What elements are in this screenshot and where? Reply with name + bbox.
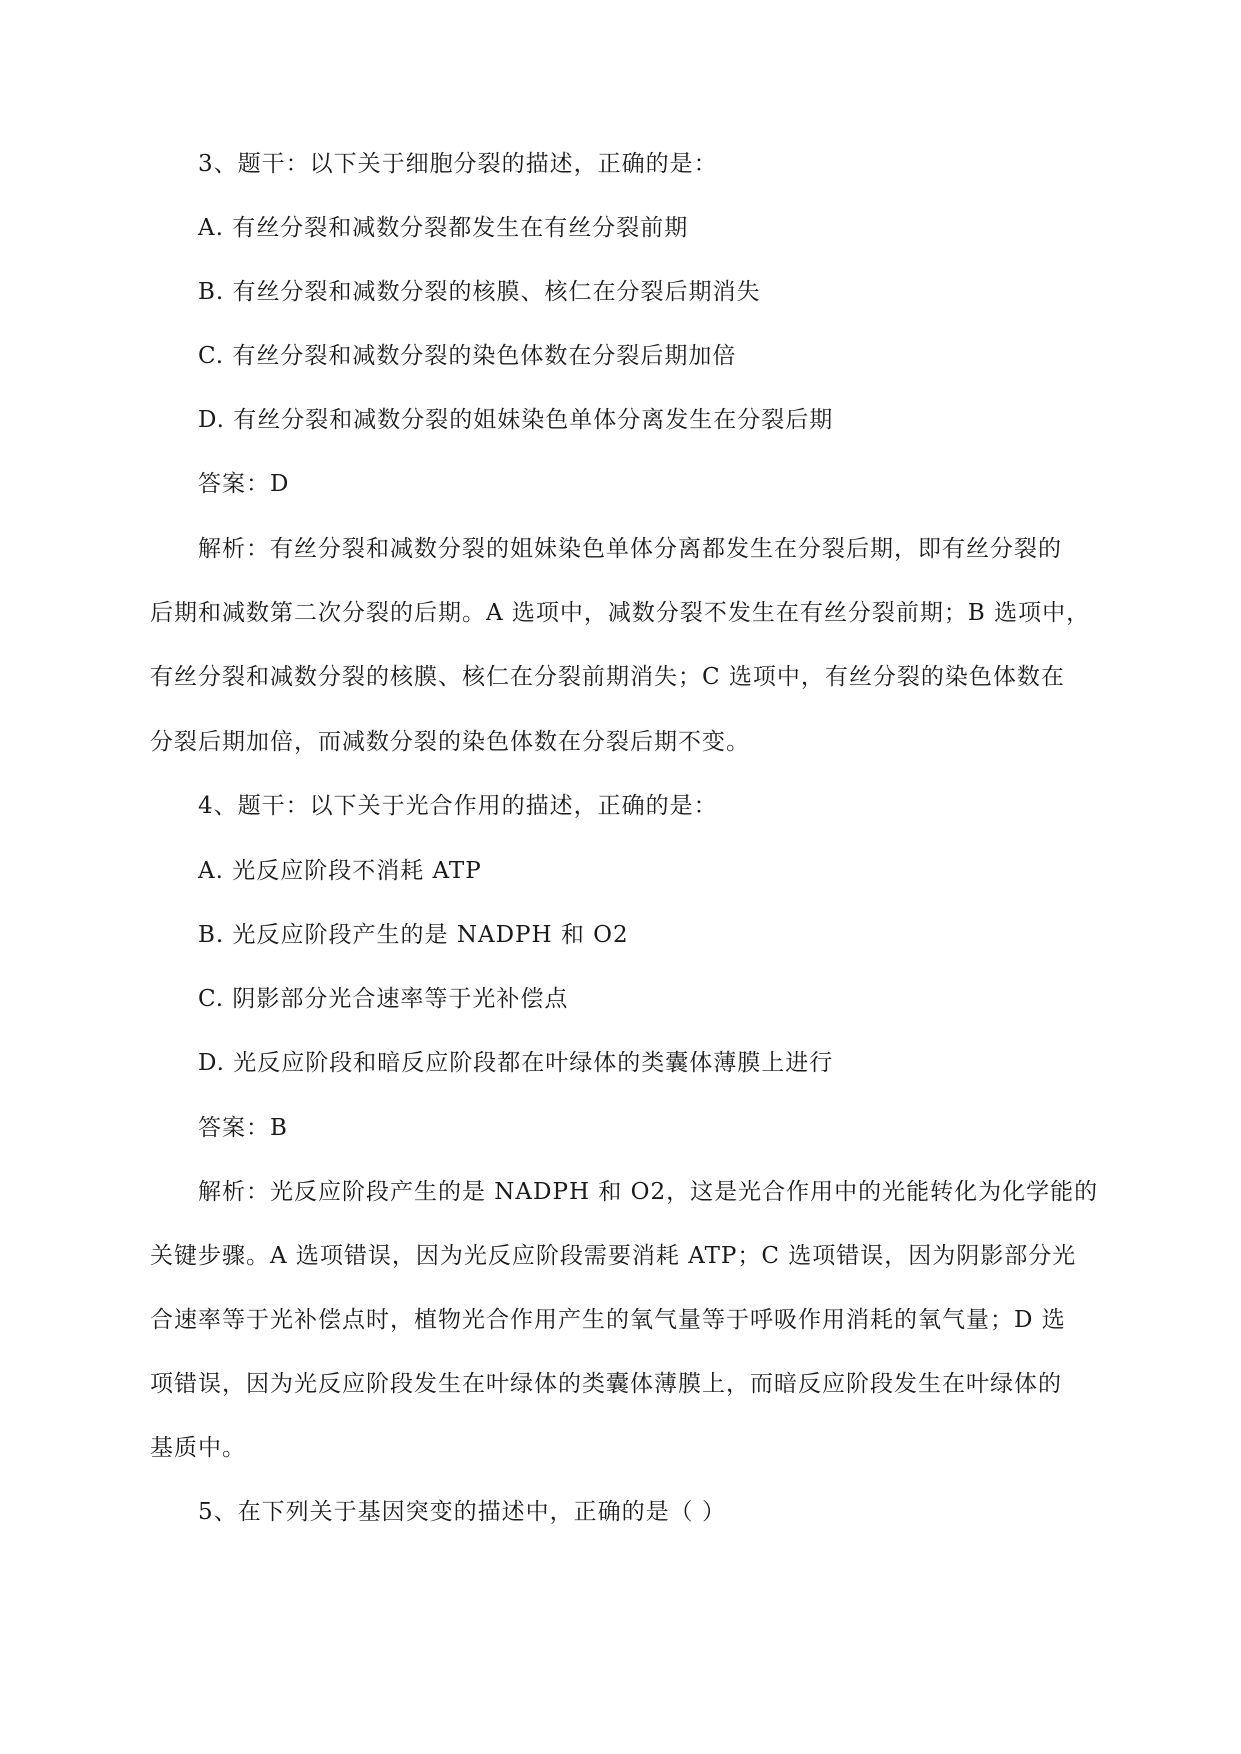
q4-analysis-line: 解析：光反应阶段产生的是 NADPH 和 O2，这是光合作用中的光能转化为化学能的: [198, 1179, 1099, 1205]
q4-option-d: D. 光反应阶段和暗反应阶段都在叶绿体的类囊体薄膜上进行: [198, 1050, 834, 1076]
q5-stem: 5、在下列关于基因突变的描述中，正确的是（ ）: [198, 1499, 726, 1525]
q3-analysis-line: 后期和减数第二次分裂的后期。A 选项中，减数分裂不发生在有丝分裂前期；B 选项中，: [150, 600, 1091, 626]
q4-analysis-line: 基质中。: [150, 1435, 246, 1461]
q3-stem: 3、题干：以下关于细胞分裂的描述，正确的是：: [198, 151, 718, 177]
q4-analysis-line: 项错误，因为光反应阶段发生在叶绿体的类囊体薄膜上，而暗反应阶段发生在叶绿体的: [150, 1371, 1062, 1397]
q3-analysis-line: 有丝分裂和减数分裂的核膜、核仁在分裂前期消失；C 选项中，有丝分裂的染色体数在: [150, 664, 1065, 690]
q3-option-b: B. 有丝分裂和减数分裂的核膜、核仁在分裂后期消失: [198, 279, 761, 305]
q3-option-d: D. 有丝分裂和减数分裂的姐妹染色单体分离发生在分裂后期: [198, 407, 834, 433]
q4-option-b: B. 光反应阶段产生的是 NADPH 和 O2: [198, 922, 629, 948]
q4-analysis-line: 关键步骤。A 选项错误，因为光反应阶段需要消耗 ATP；C 选项错误，因为阴影部分光: [150, 1243, 1077, 1269]
q4-analysis-line: 合速率等于光补偿点时，植物光合作用产生的氧气量等于呼吸作用消耗的氧气量；D 选: [150, 1307, 1066, 1333]
q4-option-a: A. 光反应阶段不消耗 ATP: [198, 858, 482, 884]
q3-option-c: C. 有丝分裂和减数分裂的染色体数在分裂后期加倍: [198, 343, 737, 369]
q4-stem: 4、题干：以下关于光合作用的描述，正确的是：: [198, 793, 718, 819]
q3-analysis-line: 分裂后期加倍，而减数分裂的染色体数在分裂后期不变。: [150, 729, 750, 755]
q3-analysis-line: 解析：有丝分裂和减数分裂的姐妹染色单体分离都发生在分裂后期，即有丝分裂的: [198, 536, 1062, 562]
q4-answer: 答案：B: [198, 1115, 288, 1141]
q3-answer: 答案：D: [198, 471, 290, 497]
q3-option-a: A. 有丝分裂和减数分裂都发生在有丝分裂前期: [198, 215, 689, 241]
q4-option-c: C. 阴影部分光合速率等于光补偿点: [198, 986, 569, 1012]
